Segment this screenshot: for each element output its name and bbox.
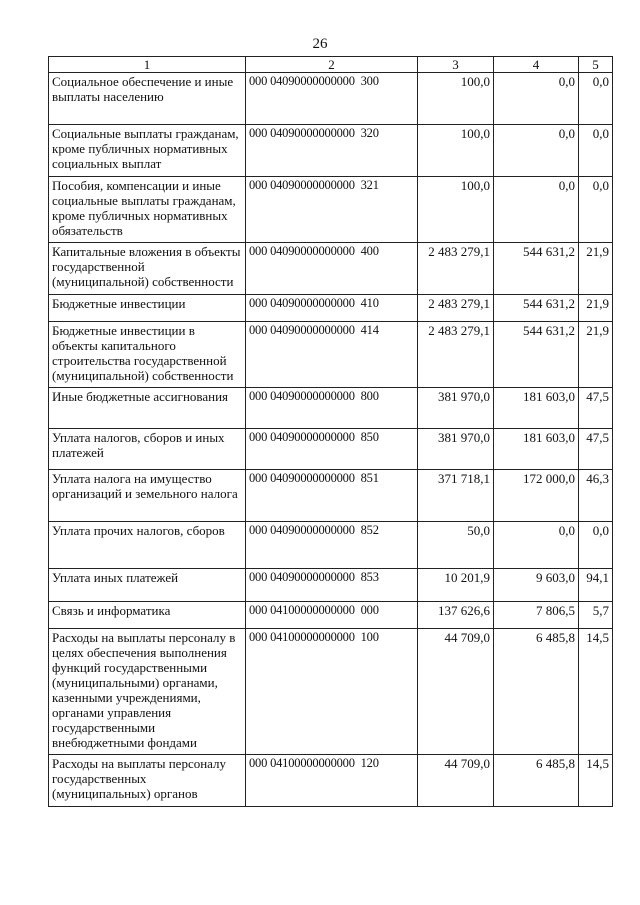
- column-header-3: 3: [418, 57, 494, 73]
- row-value-col4: 0,0: [494, 73, 579, 125]
- row-value-col4: 7 806,5: [494, 602, 579, 629]
- row-name: Социальное обеспечение и иные выплаты населению: [49, 73, 246, 125]
- table-row: [49, 470, 613, 522]
- row-name: Уплата иных платежей: [49, 569, 246, 602]
- row-value-col3: 50,0: [418, 522, 494, 569]
- row-value-col4: 181 603,0: [494, 429, 579, 470]
- table-row: [49, 522, 613, 569]
- row-value-col3: 10 201,9: [418, 569, 494, 602]
- column-header-1: 1: [49, 57, 246, 73]
- budget-table: [48, 56, 613, 807]
- row-value-col5: 47,5: [579, 388, 613, 429]
- row-value-col4: 0,0: [494, 522, 579, 569]
- row-value-col3: 381 970,0: [418, 429, 494, 470]
- table-row: [49, 429, 613, 470]
- row-value-col3: 2 483 279,1: [418, 243, 494, 295]
- row-value-col3: 2 483 279,1: [418, 295, 494, 322]
- row-value-col4: 0,0: [494, 125, 579, 177]
- row-code: 000 04090000000000 320: [246, 125, 418, 177]
- row-value-col5: 21,9: [579, 295, 613, 322]
- table-row: [49, 629, 613, 755]
- row-name: Бюджетные инвестиции: [49, 295, 246, 322]
- table-row: [49, 755, 613, 807]
- row-value-col5: 0,0: [579, 177, 613, 243]
- row-value-col3: 100,0: [418, 177, 494, 243]
- row-value-col3: 100,0: [418, 125, 494, 177]
- row-value-col5: 14,5: [579, 629, 613, 755]
- row-name: Капитальные вложения в объекты государственной (муниципальной) собственности: [49, 243, 246, 295]
- row-code: 000 04090000000000 850: [246, 429, 418, 470]
- row-code: 000 04090000000000 410: [246, 295, 418, 322]
- row-code: 000 04090000000000 300: [246, 73, 418, 125]
- row-code: 000 04090000000000 321: [246, 177, 418, 243]
- row-value-col3: 2 483 279,1: [418, 322, 494, 388]
- row-value-col4: 544 631,2: [494, 322, 579, 388]
- row-value-col4: 544 631,2: [494, 295, 579, 322]
- row-value-col4: 0,0: [494, 177, 579, 243]
- row-code: 000 04100000000000 120: [246, 755, 418, 807]
- row-name: Социальные выплаты гражданам, кроме публичных нормативных социальных выплат: [49, 125, 246, 177]
- row-value-col5: 0,0: [579, 522, 613, 569]
- row-name: Расходы на выплаты персоналу в целях обеспечения выполнения функций государственными (муниципальными) органами, казенными учреждениями, органами управления государственными внебюджетными фондами: [49, 629, 246, 755]
- row-name: Иные бюджетные ассигнования: [49, 388, 246, 429]
- row-value-col5: 47,5: [579, 429, 613, 470]
- row-value-col3: 381 970,0: [418, 388, 494, 429]
- row-value-col4: 172 000,0: [494, 470, 579, 522]
- row-name: Уплата налога на имущество организаций и земельного налога: [49, 470, 246, 522]
- row-value-col4: 6 485,8: [494, 629, 579, 755]
- row-name: Бюджетные инвестиции в объекты капитального строительства государственной (муниципальной) собственности: [49, 322, 246, 388]
- row-value-col3: 137 626,6: [418, 602, 494, 629]
- table-row: [49, 295, 613, 322]
- table-row: [49, 388, 613, 429]
- table-row: [49, 243, 613, 295]
- row-name: Связь и информатика: [49, 602, 246, 629]
- table-row: [49, 602, 613, 629]
- table-row: [49, 125, 613, 177]
- row-code: 000 04090000000000 853: [246, 569, 418, 602]
- row-value-col5: 21,9: [579, 243, 613, 295]
- row-value-col3: 100,0: [418, 73, 494, 125]
- row-value-col5: 46,3: [579, 470, 613, 522]
- row-value-col5: 94,1: [579, 569, 613, 602]
- row-value-col5: 0,0: [579, 125, 613, 177]
- row-value-col4: 6 485,8: [494, 755, 579, 807]
- column-header-4: 4: [494, 57, 579, 73]
- row-value-col5: 14,5: [579, 755, 613, 807]
- table-row: [49, 177, 613, 243]
- row-value-col4: 544 631,2: [494, 243, 579, 295]
- row-value-col4: 9 603,0: [494, 569, 579, 602]
- row-value-col3: 44 709,0: [418, 629, 494, 755]
- row-code: 000 04090000000000 400: [246, 243, 418, 295]
- row-value-col3: 44 709,0: [418, 755, 494, 807]
- table-row: [49, 322, 613, 388]
- column-header-5: 5: [579, 57, 613, 73]
- row-code: 000 04090000000000 852: [246, 522, 418, 569]
- table-row: [49, 73, 613, 125]
- row-value-col5: 21,9: [579, 322, 613, 388]
- row-code: 000 04090000000000 851: [246, 470, 418, 522]
- row-code: 000 04090000000000 414: [246, 322, 418, 388]
- row-value-col5: 5,7: [579, 602, 613, 629]
- row-code: 000 04100000000000 000: [246, 602, 418, 629]
- page-number: 26: [312, 36, 328, 52]
- row-name: Пособия, компенсации и иные социальные выплаты гражданам, кроме публичных нормативных обязательств: [49, 177, 246, 243]
- row-value-col4: 181 603,0: [494, 388, 579, 429]
- row-code: 000 04090000000000 800: [246, 388, 418, 429]
- row-name: Расходы на выплаты персоналу государственных (муниципальных) органов: [49, 755, 246, 807]
- row-name: Уплата прочих налогов, сборов: [49, 522, 246, 569]
- row-value-col5: 0,0: [579, 73, 613, 125]
- row-value-col3: 371 718,1: [418, 470, 494, 522]
- table-header-row: [49, 57, 613, 73]
- column-header-2: 2: [246, 57, 418, 73]
- table-row: [49, 569, 613, 602]
- row-code: 000 04100000000000 100: [246, 629, 418, 755]
- row-name: Уплата налогов, сборов и иных платежей: [49, 429, 246, 470]
